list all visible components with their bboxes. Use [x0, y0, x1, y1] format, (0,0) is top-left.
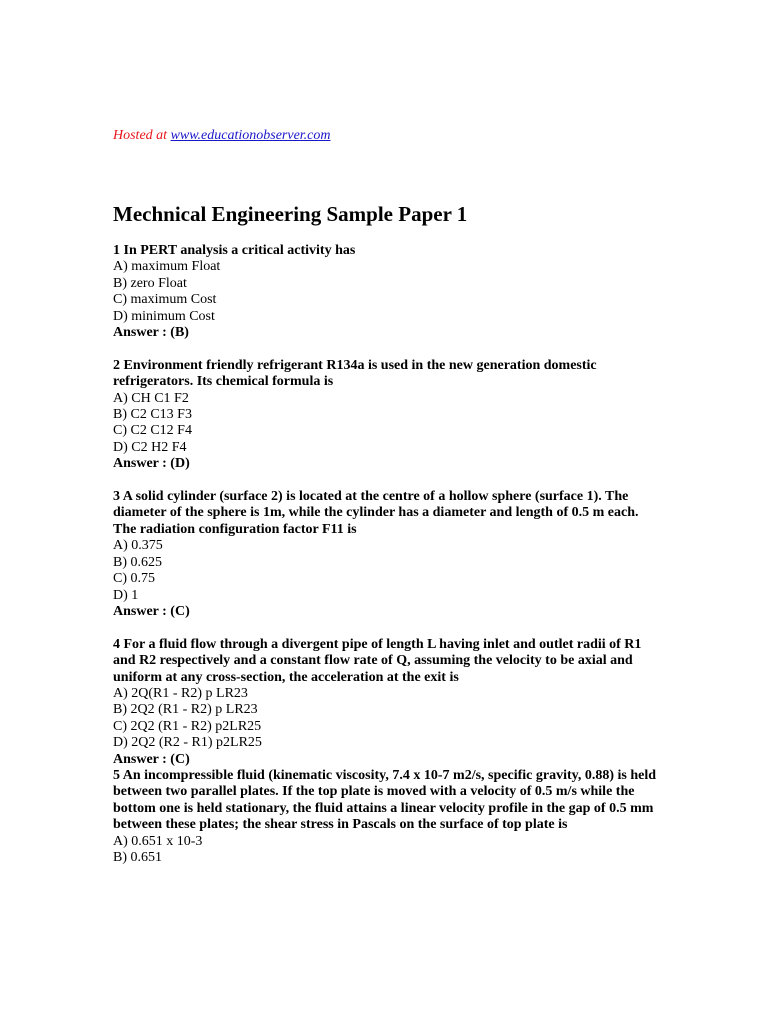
questions-list [113, 243, 663, 883]
option-b: B) C2 C13 F3 [113, 407, 192, 423]
question-1 [113, 243, 663, 341]
question-text: 2 Environment friendly refrigerant R134a is used in the new generation domestic refrigerators. Its chemical formula is [113, 357, 597, 390]
answer: Answer : (B) [113, 325, 189, 341]
answer: Answer : (C) [113, 603, 190, 619]
option-b: B) 2Q2 (R1 - R2) p LR23 [113, 702, 258, 718]
option-c: C) C2 C12 F4 [113, 423, 192, 439]
hosted-at-link[interactable]: www.educationobserver.com [170, 128, 331, 143]
option-a: A) CH C1 F2 [113, 390, 189, 406]
question-2 [113, 358, 663, 473]
question-5 [113, 768, 663, 866]
option-b: B) zero Float [113, 275, 187, 291]
option-b: B) 0.651 [113, 849, 162, 865]
question-text: 4 For a fluid flow through a divergent pipe of length L having inlet and outlet radii of R1 and R2 respectively and a constant flow rate of Q, assuming the velocity to be axial and uniform at any cross-section, the acceleration at the exit is [113, 636, 642, 685]
option-b: B) 0.625 [113, 554, 162, 570]
option-d: D) 2Q2 (R2 - R1) p2LR25 [113, 735, 262, 751]
question-4 [113, 637, 663, 768]
option-a: A) 2Q(R1 - R2) p LR23 [113, 685, 248, 701]
hosted-at-line [113, 128, 331, 144]
page-title: Mechnical Engineering Sample Paper 1 [113, 202, 468, 226]
option-c: C) maximum Cost [113, 292, 217, 308]
option-d: D) C2 H2 F4 [113, 439, 187, 455]
option-d: D) minimum Cost [113, 308, 215, 324]
hosted-at-label: Hosted at [113, 128, 171, 143]
question-text: 5 An incompressible fluid (kinematic viscosity, 7.4 x 10-7 m2/s, specific gravity, 0.88) is held between two parallel plates. If the top plate is moved with a velocity of 0.5 m/s while the bottom one is held stationary, the fluid attains a linear velocity profile in the gap of 0.5 mm between these plates; the shear stress in Pascals on the surface of top plate is [113, 767, 657, 833]
option-a: A) maximum Float [113, 259, 221, 275]
option-c: C) 0.75 [113, 571, 155, 587]
option-a: A) 0.651 x 10-3 [113, 833, 203, 849]
question-3 [113, 489, 663, 620]
option-a: A) 0.375 [113, 538, 163, 554]
option-c: C) 2Q2 (R1 - R2) p2LR25 [113, 718, 262, 734]
option-d: D) 1 [113, 587, 139, 603]
question-text: 3 A solid cylinder (surface 2) is located at the centre of a hollow sphere (surface 1). The diameter of the sphere is 1m, while the cylinder has a diameter and length of 0.5 m each. The radiation configuration factor F11 is [113, 489, 639, 537]
question-text: 1 In PERT analysis a critical activity has [113, 243, 356, 258]
answer: Answer : (D) [113, 456, 190, 472]
answer: Answer : (C) [113, 751, 190, 767]
